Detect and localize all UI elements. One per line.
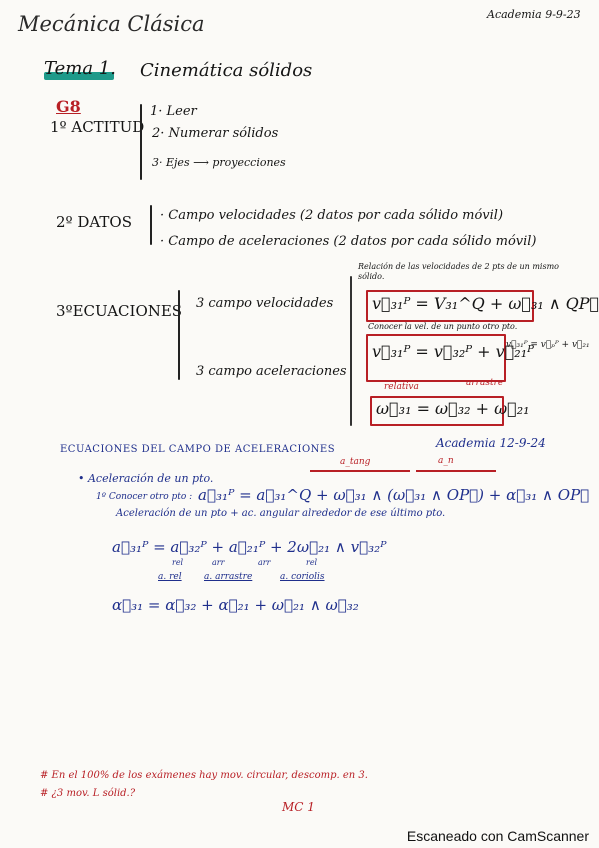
topic-subtitle: Cinemática sólidos: [140, 60, 313, 81]
accel-date: Academia 12-9-24: [436, 436, 546, 450]
accel-line3-small: rel: [172, 558, 184, 567]
step3-item: 3 campo velocidades: [196, 296, 334, 311]
eq3: ω⃗₃₁ = ω⃗₃₂ + ω⃗₂₁: [376, 399, 530, 418]
step3-brace: [178, 290, 180, 380]
brace-normal: [416, 470, 496, 472]
accel-bullet: • Aceleración de un pto.: [78, 472, 214, 485]
footer-note2: # ¿3 mov. L sólid.?: [40, 788, 136, 799]
accel-label-drag: a. arrastre: [204, 572, 253, 582]
eq2-relative-label: relativa: [384, 382, 419, 392]
page-title: Mecánica Clásica: [18, 12, 205, 36]
accel-line3-small: rel: [306, 558, 318, 567]
step3-item: 3 campo aceleraciones: [196, 364, 347, 379]
footer-note1: # En el 100% de los exámenes hay mov. circular, descomp. en 3.: [40, 770, 368, 781]
step1-label: 1º ACTITUD: [50, 118, 145, 136]
equations-brace: [350, 276, 352, 426]
step3-label: 3ºECUACIONES: [56, 302, 183, 320]
accel-line1-eq: a⃗₃₁ᴾ = a⃗₃₁^Q + ω⃗₃₁ ∧ (ω⃗₃₁ ∧ OP⃗) + α⃗₃₁ ∧ OP⃗: [198, 486, 590, 504]
step2-label: 2º DATOS: [56, 213, 132, 231]
eq2-side: v⃗₃₁ᴾ = v⃗ₚᴾ + v⃗₂₁: [506, 340, 590, 350]
step1-item: 2· Numerar sólidos: [152, 126, 279, 141]
header-date: Academia 9-9-23: [487, 8, 581, 21]
step1-item: 1· Leer: [150, 104, 197, 119]
accel-label-rel: a. rel: [158, 572, 182, 582]
over-label-tangential: a_tang: [340, 457, 371, 467]
note-velocity-relation: Relación de las velocidades de 2 pts de un mismo sólido.: [358, 262, 559, 281]
step1-brace: [140, 104, 142, 180]
page-label: MC 1: [282, 800, 315, 814]
accel-label-coriolis: a. coriolis: [280, 572, 325, 582]
step2-item: · Campo velocidades (2 datos por cada sólido móvil): [160, 208, 504, 223]
accel-line3-small: arr: [258, 558, 271, 567]
accel-line4-eq: α⃗₃₁ = α⃗₃₂ + α⃗₂₁ + ω⃗₂₁ ∧ ω⃗₃₂: [112, 596, 359, 614]
step1-item: 3· Ejes ⟶ proyecciones: [152, 156, 286, 169]
accel-line2: Aceleración de un pto + ac. angular alrededor de ese último pto.: [116, 508, 446, 519]
eq2-drag-label: arrastre: [466, 378, 504, 388]
step2-brace: [150, 205, 152, 245]
accel-heading: ECUACIONES DEL CAMPO DE ACELERACIONES: [60, 444, 336, 455]
note-velocity-other: Conocer la vel. de un punto otro pto.: [368, 322, 518, 331]
accel-line1-prefix: 1º Conocer otro pto :: [96, 492, 193, 502]
eq2: v⃗₃₁ᴾ = v⃗₃₂ᴾ + v⃗₂₁ᴾ: [372, 342, 534, 361]
section-code: G8: [56, 97, 81, 116]
over-label-normal: a_n: [438, 456, 454, 466]
accel-line3-small: arr: [212, 558, 225, 567]
accel-line3-eq: a⃗₃₁ᴾ = a⃗₃₂ᴾ + a⃗₂₁ᴾ + 2ω⃗₂₁ ∧ v⃗₃₂ᴾ: [112, 538, 387, 556]
scanner-watermark: Escaneado con CamScanner: [406, 828, 589, 844]
brace-tangential: [310, 470, 410, 472]
topic-label: Tema 1.: [44, 58, 116, 79]
eq1: v⃗₃₁ᴾ = V₃₁^Q + ω⃗₃₁ ∧ QP⃗: [372, 294, 599, 313]
step2-item: · Campo de aceleraciones (2 datos por cada sólido móvil): [160, 234, 537, 249]
